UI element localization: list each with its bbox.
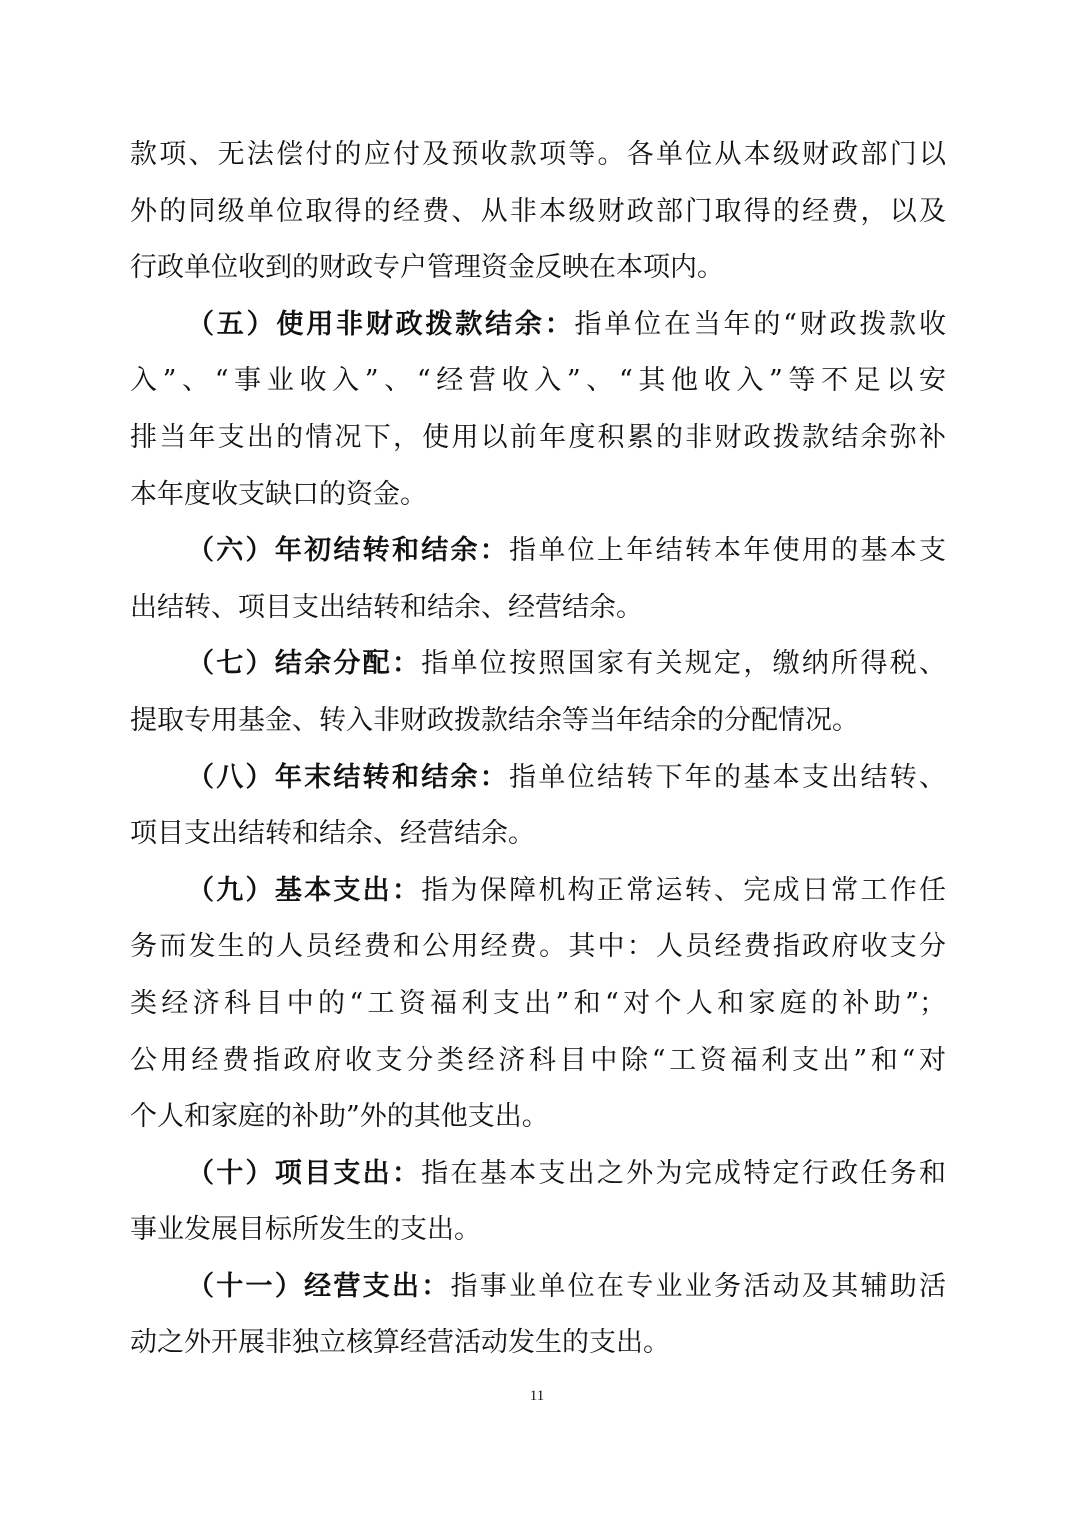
- section-heading-line: [130, 297, 946, 354]
- line-text: 指单位结转下年的基本支出结转、: [509, 761, 946, 793]
- text-line: [130, 467, 946, 524]
- line-text: 排当年支出的情况下，使用以前年度积累的非财政拨款结余弥补: [130, 421, 946, 453]
- text-line: [130, 353, 946, 410]
- line-text: 本年度收支缺口的资金。: [130, 478, 427, 510]
- line-text: 指单位上年结转本年使用的基本支: [509, 535, 946, 567]
- section-heading: （七）结余分配：: [187, 648, 422, 680]
- line-text: 事业发展目标所发生的支出。: [130, 1214, 481, 1246]
- line-text: 类经济科目中的“工资福利支出”和“对个人和家庭的补助”；: [130, 987, 946, 1019]
- line-text: 行政单位收到的财政专户管理资金反映在本项内。: [130, 252, 724, 284]
- section-heading: （八）年末结转和结余：: [187, 761, 510, 793]
- text-line: [130, 1089, 946, 1146]
- line-text: 动之外开展非独立核算经营活动发生的支出。: [130, 1327, 670, 1359]
- section-heading: （十）项目支出：: [187, 1157, 422, 1189]
- section-heading: （六）年初结转和结余：: [187, 535, 510, 567]
- text-line: [130, 1202, 946, 1259]
- section-heading-line: [130, 863, 946, 920]
- section-heading-line: [130, 1146, 946, 1203]
- line-text: 指在基本支出之外为完成特定行政任务和: [421, 1157, 946, 1189]
- line-text: 项目支出结转和结余、经营结余。: [130, 818, 535, 850]
- line-text: 个人和家庭的补助”外的其他支出。: [130, 1101, 549, 1133]
- document-body: [130, 127, 946, 1372]
- text-line: [130, 693, 946, 750]
- text-line: [130, 1033, 946, 1090]
- page-number: 11: [529, 1388, 545, 1404]
- section-heading: （九）基本支出：: [187, 874, 422, 906]
- section-heading-line: [130, 636, 946, 693]
- text-line: [130, 410, 946, 467]
- line-text: 款项、无法偿付的应付及预收款项等。各单位从本级财政部门以: [130, 139, 946, 170]
- line-text: 外的同级单位取得的经费、从非本级财政部门取得的经费，以及: [130, 195, 946, 227]
- text-line: [130, 127, 946, 184]
- line-text: 出结转、项目支出结转和结余、经营结余。: [130, 591, 643, 623]
- section-heading: （十一）经营支出：: [187, 1270, 451, 1302]
- line-text: 公用经费指政府收支分类经济科目中除“工资福利支出”和“对: [130, 1044, 946, 1076]
- text-line: [130, 1315, 946, 1372]
- section-heading: （五）使用非财政拨款结余：: [187, 308, 575, 340]
- section-heading-line: [130, 1259, 946, 1316]
- text-line: [130, 976, 946, 1033]
- line-text: 指单位按照国家有关规定，缴纳所得税、: [421, 648, 946, 680]
- text-line: [130, 580, 946, 637]
- line-text: 指单位在当年的“财政拨款收: [574, 308, 946, 340]
- text-line: [130, 184, 946, 241]
- text-line: [130, 240, 946, 297]
- line-text: 指事业单位在专业业务活动及其辅助活: [450, 1270, 946, 1302]
- line-text: 务而发生的人员经费和公用经费。其中：人员经费指政府收支分: [130, 931, 946, 963]
- section-heading-line: [130, 523, 946, 580]
- section-heading-line: [130, 750, 946, 807]
- text-line: [130, 919, 946, 976]
- line-text: 提取专用基金、转入非财政拨款结余等当年结余的分配情况。: [130, 704, 859, 736]
- line-text: 指为保障机构正常运转、完成日常工作任: [421, 874, 946, 906]
- line-text: 入”、“事业收入”、“经营收入”、“其他收入”等不足以安: [130, 365, 946, 397]
- text-line: [130, 806, 946, 863]
